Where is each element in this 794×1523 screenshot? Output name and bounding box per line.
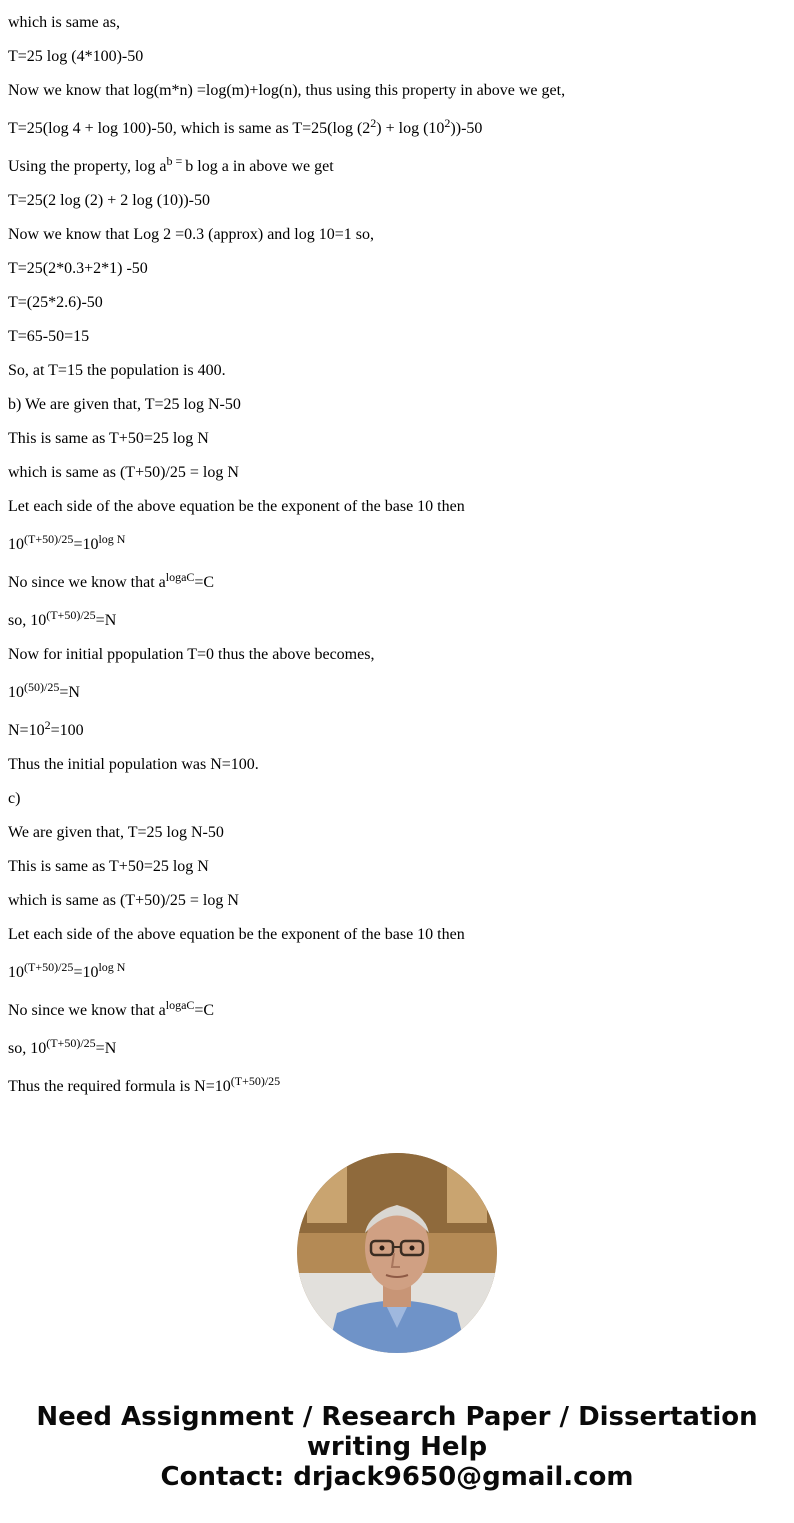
solution-line: T=(25*2.6)-50 (8, 294, 103, 311)
solution-line: Now for initial ppopulation T=0 thus the above becomes, (8, 646, 375, 663)
superscript: 2 (370, 116, 377, 130)
superscript: 2 (44, 718, 51, 732)
solution-line: Thus the required formula is $N=10^{(T+50)/25}$ (8, 1074, 281, 1095)
solution-line: T=25(log 4 + log 100)-50, which is same as T=25(log $(2^2) + \log (10^2))-50$ (8, 116, 483, 137)
solution-line: which is same as (T+50)/25 = log N (8, 892, 239, 909)
solution-line: c) (8, 790, 21, 807)
superscript: b = (166, 154, 186, 168)
superscript: (T+50)/25 (230, 1074, 281, 1088)
solution-line: so, $10^{(T+50)/25}=N$ (8, 608, 117, 629)
solution-line: Let each side of the above equation be the exponent of the base 10 then (8, 926, 465, 943)
solution-line: We are given that, T=25 log N-50 (8, 824, 224, 841)
solution-line: $10^{(T+50)/25}=10^{log N}$ (8, 960, 126, 981)
solution-line: $N=10^2=100$ (8, 718, 84, 739)
author-portrait-image (297, 1153, 497, 1353)
solution-line: so, $10^{(T+50)/25}=N$ (8, 1036, 117, 1057)
solution-line: T=25(2*0.3+2*1) -50 (8, 260, 148, 277)
promo-line-2: writing Help (306, 1432, 488, 1462)
superscript: (T+50)/25 (24, 960, 74, 974)
solution-line: This is same as T+50=25 log N (8, 430, 209, 447)
solution-line: No since we know that $a^{logaC}=C$ (8, 570, 215, 591)
author-avatar (297, 1153, 497, 1353)
superscript: log N (98, 532, 126, 546)
solution-line: Thus the initial population was N=100. (8, 756, 259, 773)
solution-line: T=25 log (4*100)-50 (8, 48, 144, 65)
solution-line: Now we know that log(m*n) =log(m)+log(n), thus using this property in above we get, (8, 82, 566, 99)
solution-line: This is same as T+50=25 log N (8, 858, 209, 875)
solution-line: T=65-50=15 (8, 328, 90, 345)
solution-line: $10^{(50)/25}=N$ (8, 680, 80, 701)
solution-line: Using the property, $\log a^{b =}$ b log a in above we get (8, 154, 334, 175)
solution-text (8, 0, 788, 1112)
promo-line-1: Need Assignment / Research Paper / Dissertation (36, 1402, 758, 1432)
promo-contact: Contact: drjack9650@gmail.com (160, 1462, 634, 1492)
solution-line: which is same as, (8, 14, 120, 31)
superscript: (50)/25 (24, 680, 60, 694)
superscript: (T+50)/25 (46, 1036, 96, 1050)
solution-line: No since we know that $a^{logaC}=C$ (8, 998, 215, 1019)
solution-line: which is same as (T+50)/25 = log N (8, 464, 239, 481)
solution-line: $10^{(T+50)/25}=10^{log N}$ (8, 532, 126, 553)
superscript: logaC (165, 998, 195, 1012)
solution-line: So, at T=15 the population is 400. (8, 362, 226, 379)
superscript: log N (98, 960, 126, 974)
solution-line: b) We are given that, T=25 log N-50 (8, 396, 241, 413)
solution-line: Now we know that Log 2 =0.3 (approx) and log 10=1 so, (8, 226, 374, 243)
promo-footer (0, 1402, 794, 1492)
solution-line: T=25(2 log (2) + 2 log (10))-50 (8, 192, 211, 209)
solution-line: Let each side of the above equation be the exponent of the base 10 then (8, 498, 465, 515)
superscript: 2 (444, 116, 451, 130)
superscript: (T+50)/25 (24, 532, 74, 546)
superscript: logaC (165, 570, 195, 584)
superscript: (T+50)/25 (46, 608, 96, 622)
